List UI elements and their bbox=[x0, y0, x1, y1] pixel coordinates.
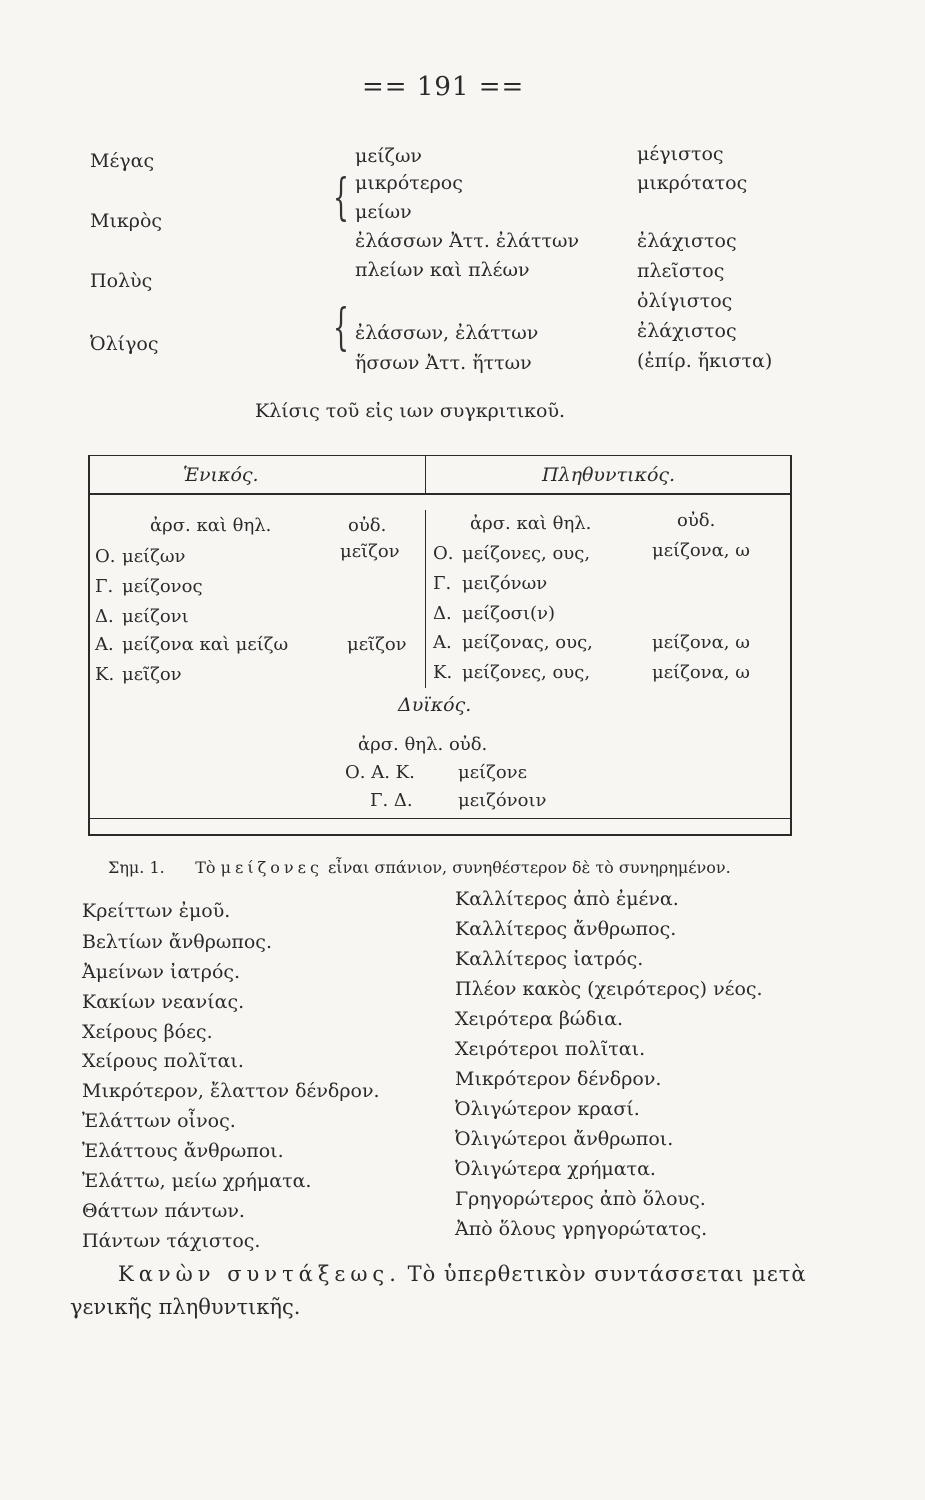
comparative-4: ἐλάσσων Ἀττ. ἐλάττων bbox=[355, 230, 580, 252]
singular-case-voc: Κ. bbox=[95, 664, 115, 685]
plural-form-voc: μείζονες, ους, bbox=[462, 662, 591, 683]
modern-example-11: Γρηγορώτερος ἀπὸ ὅλους. bbox=[455, 1188, 706, 1210]
table-header-rule bbox=[88, 493, 790, 495]
plural-case-acc: Α. bbox=[433, 632, 452, 653]
modern-example-7: Μικρότερον δένδρον. bbox=[455, 1068, 662, 1090]
ancient-example-4: Κακίων νεανίας. bbox=[82, 991, 245, 1013]
modern-example-3: Καλλίτερος ἰατρός. bbox=[455, 948, 644, 970]
singular-form-dat: μείζονι bbox=[122, 606, 189, 627]
singular-form-voc: μεῖζον bbox=[122, 664, 182, 685]
plural-case-gen: Γ. bbox=[433, 573, 452, 594]
superlative-1: μέγιστος bbox=[637, 143, 724, 165]
superlative-3: ἐλάχιστος bbox=[637, 230, 737, 252]
brace-mikros-icon: { bbox=[333, 168, 349, 226]
brace-oligos-icon: { bbox=[333, 298, 349, 356]
note-line bbox=[108, 858, 731, 877]
ancient-example-9: Ἐλάττους ἄνθρωποι. bbox=[82, 1140, 284, 1162]
comparative-6: ἐλάσσων, ἐλάττων bbox=[355, 322, 539, 344]
singular-case-dat: Δ. bbox=[95, 606, 114, 627]
comparative-7: ἥσσων Ἀττ. ἥττων bbox=[355, 352, 532, 374]
table-dual-rule bbox=[88, 818, 790, 819]
superlative-6: ἐλάχιστος bbox=[637, 320, 737, 342]
plural-col-masc-fem: ἀρσ. καὶ θηλ. bbox=[470, 513, 592, 534]
singular-neut-acc: μεῖζον bbox=[347, 634, 407, 655]
plural-form-nom: μείζονες, ους, bbox=[462, 543, 591, 564]
plural-neut-voc: μείζονα, ω bbox=[652, 662, 750, 683]
rule-line-1 bbox=[118, 1262, 807, 1286]
singular-header: Ἑνικός. bbox=[183, 464, 259, 486]
plural-header: Πληθυντικός. bbox=[542, 464, 676, 486]
singular-case-gen: Γ. bbox=[95, 576, 114, 597]
plural-col-neut: οὐδ. bbox=[677, 510, 716, 531]
comparative-1: μείζων bbox=[355, 145, 422, 167]
modern-example-2: Καλλίτερος ἄνθρωπος. bbox=[455, 918, 677, 940]
singular-case-acc: Α. bbox=[95, 634, 114, 655]
ancient-example-3: Ἀμείνων ἰατρός. bbox=[82, 961, 241, 983]
ancient-example-8: Ἐλάττων οἶνος. bbox=[82, 1110, 236, 1132]
singular-form-acc: μείζονα καὶ μείζω bbox=[122, 634, 289, 655]
superlative-5: ὀλίγιστος bbox=[637, 290, 733, 312]
modern-example-8: Ὀλιγώτερον κρασί. bbox=[455, 1098, 640, 1120]
plural-case-nom: Ο. bbox=[433, 543, 454, 564]
superlative-7: (ἐπίρ. ἥκιστα) bbox=[637, 350, 773, 372]
note-spaced-word: μείζονες bbox=[220, 858, 323, 877]
modern-example-12: Ἀπὸ ὅλους γρηγορώτατος. bbox=[455, 1218, 708, 1240]
plural-form-gen: μειζόνων bbox=[462, 573, 548, 594]
rule-label: Κανὼν συντάξεως. bbox=[118, 1262, 401, 1286]
ancient-example-1: Κρείττων ἐμοῦ. bbox=[82, 900, 231, 922]
modern-example-6: Χειρότεροι πολῖται. bbox=[455, 1038, 646, 1060]
singular-neut-nom: μεῖζον bbox=[340, 541, 400, 562]
ancient-example-7: Μικρότερον, ἔλαττον δένδρον. bbox=[82, 1080, 380, 1102]
positive-mikros: Μικρὸς bbox=[90, 210, 163, 232]
singular-case-nom: Ο. bbox=[95, 546, 116, 567]
modern-example-10: Ὀλιγώτερα χρήματα. bbox=[455, 1158, 656, 1180]
singular-form-nom: μείζων bbox=[122, 546, 186, 567]
dual-cols: ἀρσ. θηλ. οὐδ. bbox=[358, 734, 488, 755]
comparative-2: μικρότερος bbox=[355, 172, 463, 194]
singular-col-masc-fem: ἀρσ. καὶ θηλ. bbox=[150, 515, 272, 536]
modern-example-5: Χειρότερα βώδια. bbox=[455, 1008, 624, 1030]
superlative-4: πλεῖστος bbox=[637, 260, 725, 282]
plural-case-voc: Κ. bbox=[433, 662, 453, 683]
modern-example-9: Ὀλιγώτεροι ἄνθρωποι. bbox=[455, 1128, 674, 1150]
positive-megas: Μέγας bbox=[90, 150, 155, 172]
ancient-example-10: Ἐλάττω, μείω χρήματα. bbox=[82, 1170, 312, 1192]
dual-row1-form: μείζονε bbox=[458, 762, 527, 783]
modern-example-4: Πλέον κακὸς (χειρότερος) νέος. bbox=[455, 978, 763, 1000]
ancient-example-12: Πάντων τάχιστος. bbox=[82, 1230, 261, 1252]
superlative-2: μικρότατος bbox=[637, 172, 748, 194]
declension-title: Κλίσις τοῦ εἰς ιων συγκριτικοῦ. bbox=[255, 400, 566, 422]
page-number: == 191 == bbox=[362, 72, 525, 102]
singular-form-gen: μείζονος bbox=[122, 576, 203, 597]
note-label: Σημ. 1. bbox=[108, 858, 165, 877]
modern-example-1: Καλλίτερος ἀπὸ ἐμένα. bbox=[455, 888, 679, 910]
ancient-example-11: Θάττων πάντων. bbox=[82, 1200, 245, 1222]
dual-header: Δυϊκός. bbox=[398, 694, 472, 716]
plural-case-dat: Δ. bbox=[433, 603, 452, 624]
plural-neut-nom: μείζονα, ω bbox=[652, 540, 750, 561]
dual-row2-form: μειζόνοιν bbox=[458, 790, 547, 811]
table-header-divider bbox=[425, 456, 426, 493]
dual-row1-cases: Ο. Α. Κ. bbox=[345, 762, 415, 783]
plural-form-acc: μείζονας, ους, bbox=[462, 632, 593, 653]
plural-form-dat: μείζοσι(ν) bbox=[462, 603, 556, 624]
dual-row2-cases: Γ. Δ. bbox=[370, 790, 413, 811]
positive-polys: Πολὺς bbox=[90, 270, 153, 292]
table-body-divider bbox=[425, 510, 426, 688]
ancient-example-6: Χείρους πολῖται. bbox=[82, 1050, 244, 1072]
singular-col-neut: οὐδ. bbox=[348, 515, 387, 536]
rule-line-2: γενικῆς πληθυντικῆς. bbox=[70, 1295, 301, 1319]
rule-text-1: Τὸ ὑπερθετικὸν συντάσσεται μετὰ bbox=[407, 1262, 807, 1286]
note-rest: εἶναι σπάνιον, συνηθέστερον δὲ τὸ συνηρημένον. bbox=[328, 858, 731, 877]
comparative-5: πλείων καὶ πλέων bbox=[355, 259, 530, 281]
ancient-example-2: Βελτίων ἄνθρωπος. bbox=[82, 931, 272, 953]
plural-neut-acc: μείζονα, ω bbox=[652, 632, 750, 653]
positive-oligos: Ὀλίγος bbox=[90, 333, 159, 355]
note-lead: Τὸ bbox=[195, 858, 216, 877]
ancient-example-5: Χείρους βόες. bbox=[82, 1021, 213, 1043]
comparative-3: μείων bbox=[355, 201, 412, 223]
